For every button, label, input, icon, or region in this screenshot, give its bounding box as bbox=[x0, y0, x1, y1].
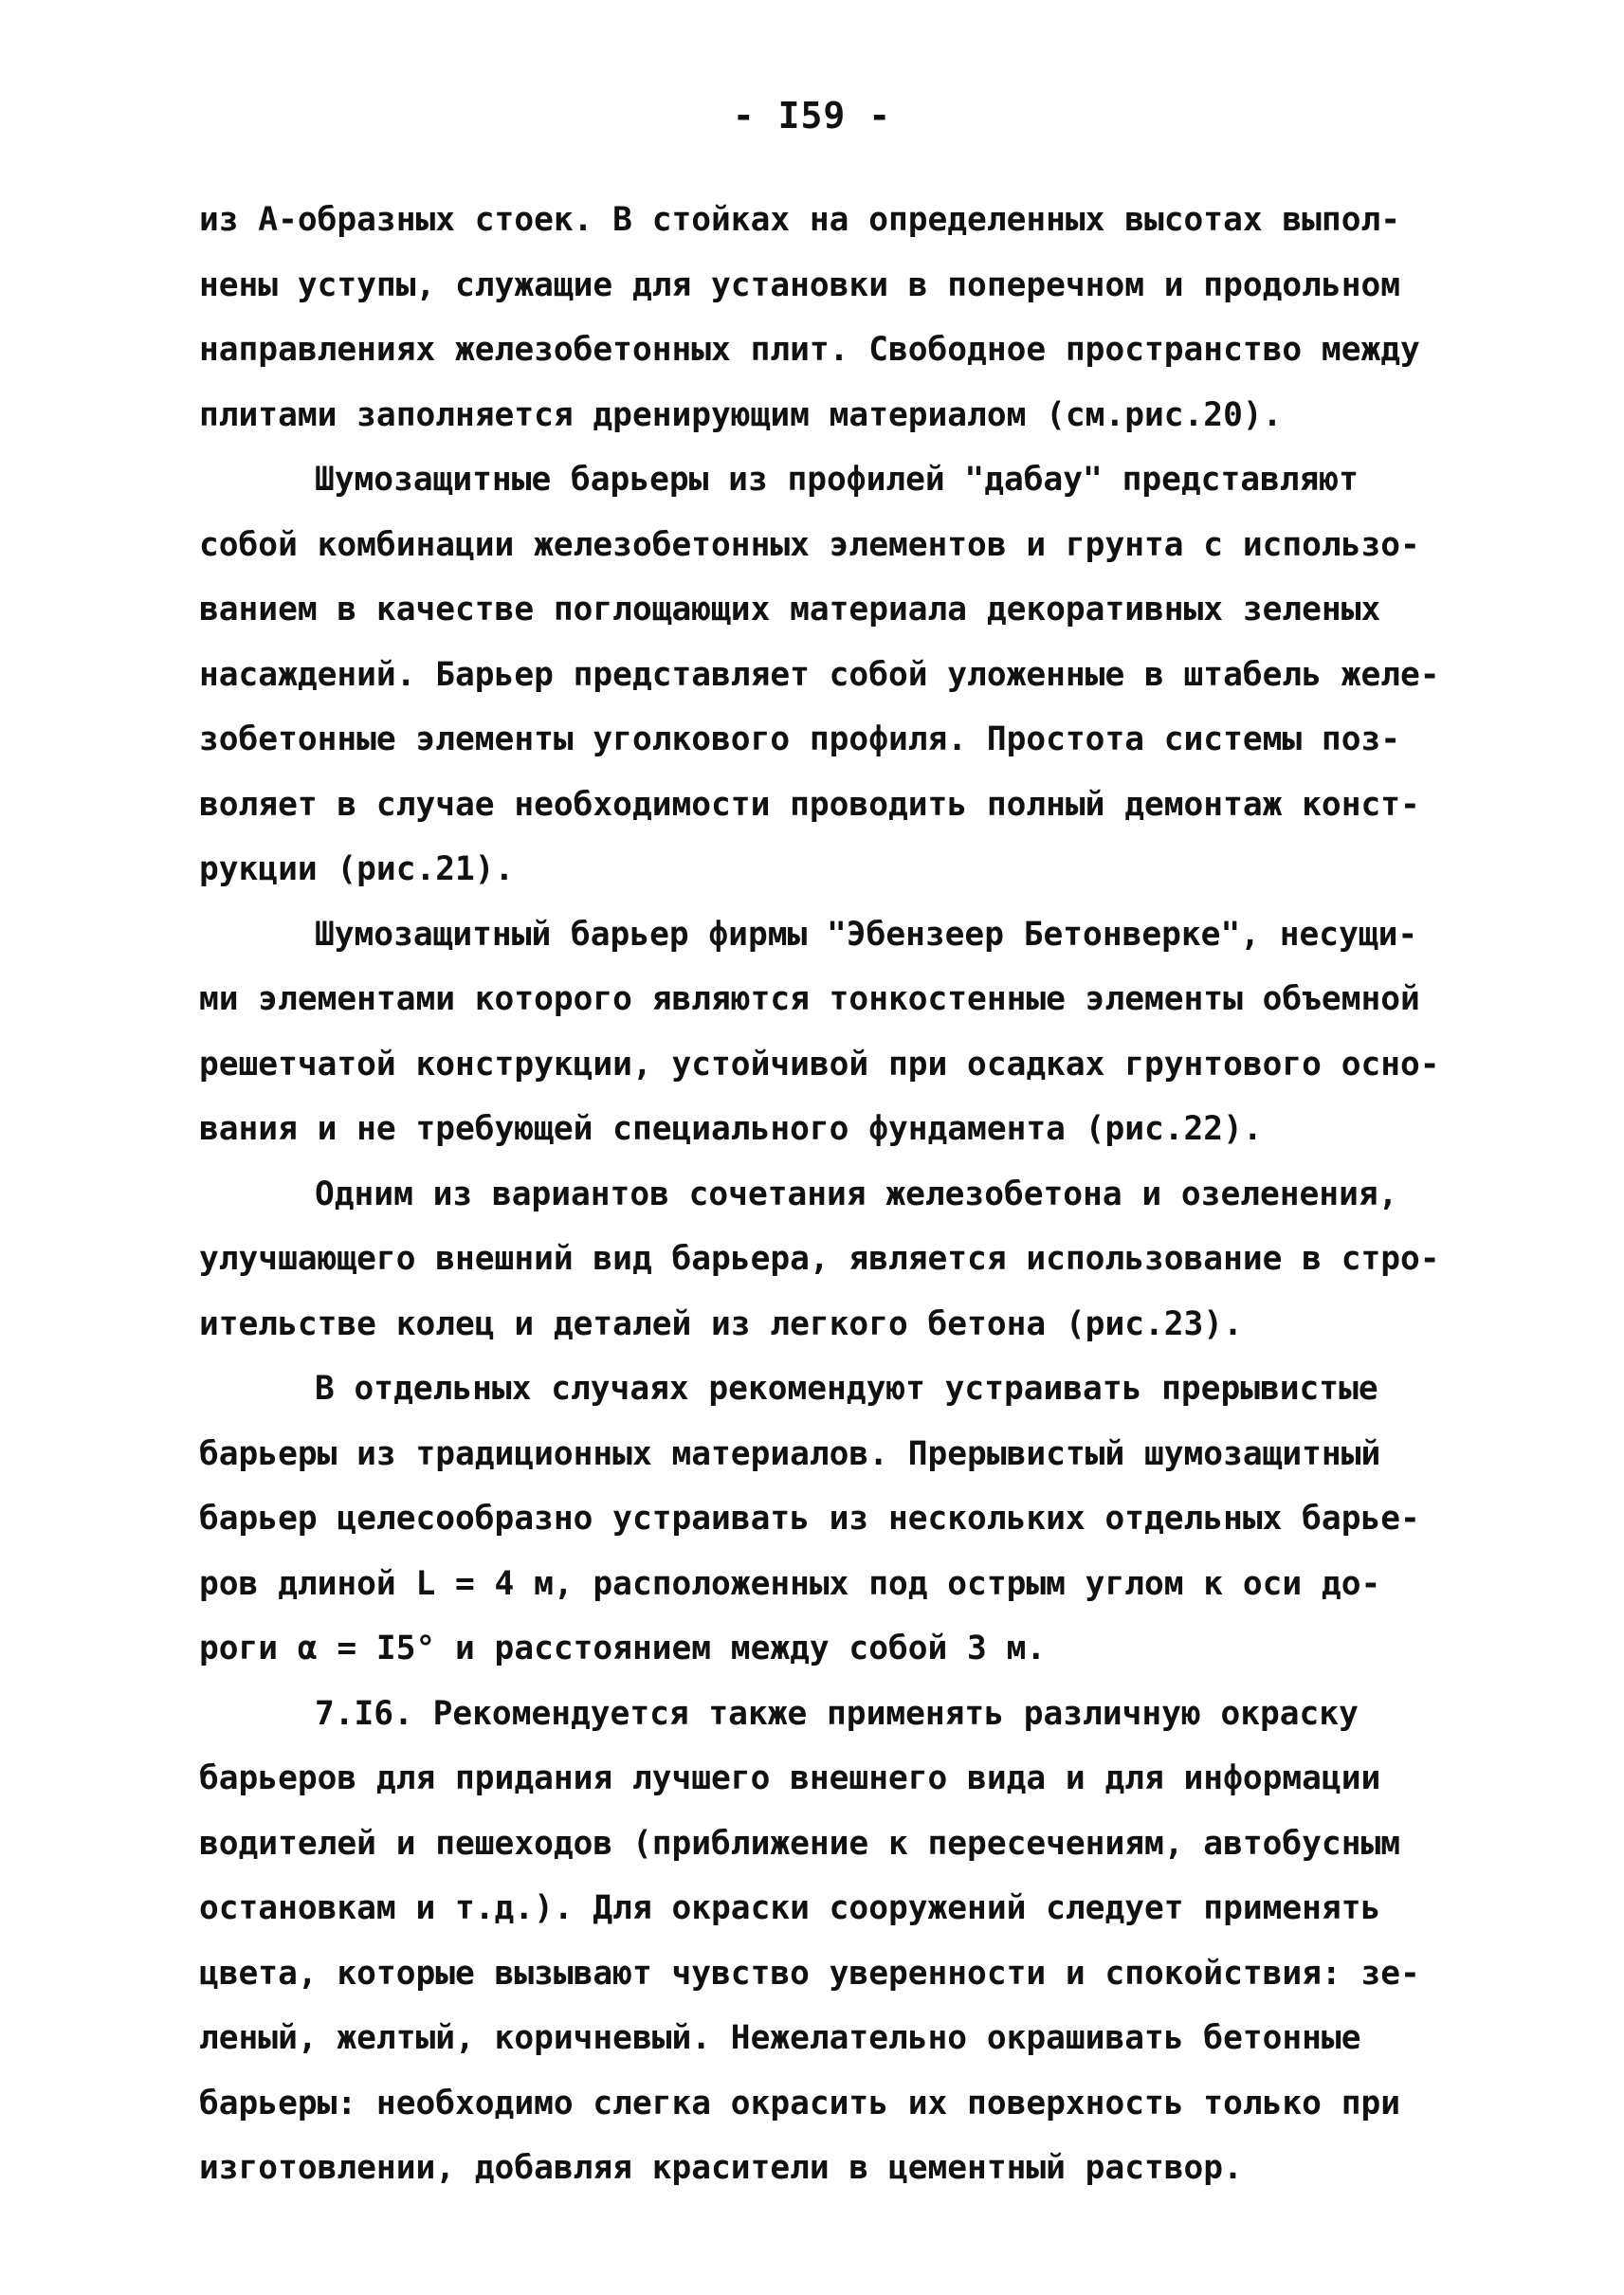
text-line: собой комбинации железобетонных элементов и грунта с использо- bbox=[199, 525, 1420, 564]
text-line: рукции (рис.21). bbox=[199, 850, 515, 888]
text-line: решетчатой конструкции, устойчивой при осадках грунтового осно- bbox=[199, 1045, 1440, 1084]
text-line: водителей и пешеходов (приближение к пересечениям, автобусным bbox=[199, 1824, 1401, 1863]
text-line: плитами заполняется дренирующим материалом (см.рис.20). bbox=[199, 395, 1283, 434]
text-line: насаждений. Барьер представляет собой уложенные в штабель желе- bbox=[199, 655, 1440, 694]
text-line: остановкам и т.д.). Для окраски сооружений следует применять bbox=[199, 1889, 1381, 1927]
text-line: воляет в случае необходимости проводить полный демонтаж конст- bbox=[199, 785, 1420, 824]
text-line: ительстве колец и деталей из легкого бетона (рис.23). bbox=[199, 1304, 1243, 1343]
text-line: улучшающего внешний вид барьера, является использование в стро- bbox=[199, 1240, 1440, 1278]
text-line: леный, желтый, коричневый. Нежелательно окрашивать бетонные bbox=[199, 2019, 1361, 2057]
text-line: ванием в качестве поглощающих материала декоративных зеленых bbox=[199, 591, 1381, 628]
text-line: зобетонные элементы уголкового профиля. Простота системы поз- bbox=[199, 720, 1401, 758]
text-line: ров длиной L = 4 м, расположенных под острым углом к оси до- bbox=[199, 1564, 1381, 1603]
text-line: барьер целесообразно устраивать из нескольких отдельных барье- bbox=[199, 1500, 1420, 1538]
text-line: из А-образных стоек. В стойках на определенных высотах выпол- bbox=[199, 201, 1401, 239]
text-line: нены уступы, служащие для установки в поперечном и продольном bbox=[199, 265, 1401, 304]
text-line: В отдельных случаях рекомендуют устраивать прерывистые bbox=[315, 1370, 1378, 1408]
text-line: Шумозащитный барьер фирмы "Эбензеер Бетонверке", несущи- bbox=[315, 915, 1418, 954]
body-text bbox=[199, 188, 1460, 2201]
text-line: вания и не требующей специального фундамента (рис.22). bbox=[199, 1110, 1263, 1148]
text-line: Шумозащитные барьеры из профилей "дабау" представляют bbox=[315, 461, 1359, 499]
text-line: направлениях железобетонных плит. Свободное пространство между bbox=[199, 331, 1420, 369]
page-number: - I59 - bbox=[732, 95, 892, 137]
text-line: 7.I6. Рекомендуется также применять различную окраску bbox=[315, 1694, 1359, 1733]
text-line: Одним из вариантов сочетания железобетона и озеленения, bbox=[315, 1175, 1398, 1213]
text-line: роги α = I5° и расстоянием между собой 3 м. bbox=[199, 1630, 1047, 1667]
text-line: барьеров для придания лучшего внешнего вида и для информации bbox=[199, 1759, 1381, 1797]
text-line: барьеры: необходимо слегка окрасить их поверхность только при bbox=[199, 2084, 1401, 2122]
text-line: ми элементами которого являются тонкостенные элементы объемной bbox=[199, 980, 1420, 1018]
text-line: барьеры из традиционных материалов. Прерывистый шумозащитный bbox=[199, 1434, 1381, 1473]
text-line: изготовлении, добавляя красители в цементный раствор. bbox=[199, 2149, 1243, 2187]
text-line: цвета, которые вызывают чувство уверенности и спокойствия: зе- bbox=[199, 1954, 1420, 1993]
